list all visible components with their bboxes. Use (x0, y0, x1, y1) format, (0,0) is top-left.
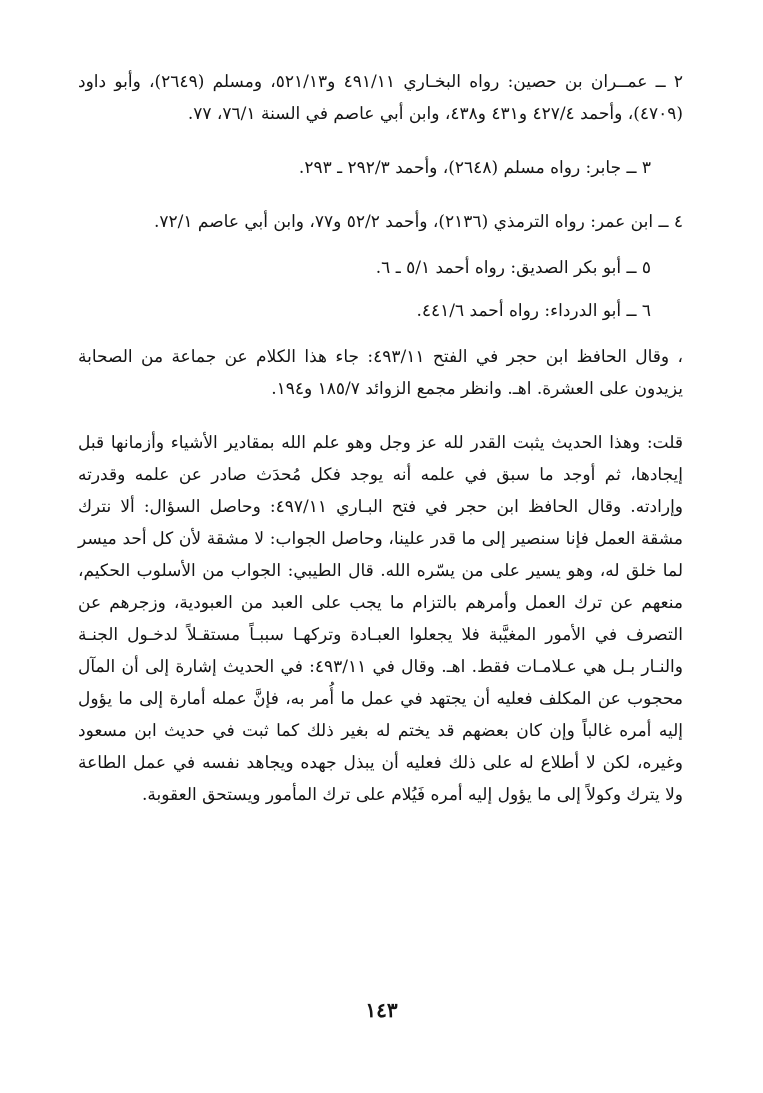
hafiz-note: ، وقال الحافظ ابن حجر في الفتح ٤٩٣/١١: جاء هذا الكلام عن جماعة من الصحابة يزيدون على العشرة. اهـ. وانظر مجمع الزوائد ١٨٥/٧ و١٩٤. (78, 347, 683, 399)
footnote-4: ٤ ــ ابن عمر: رواه الترمذي (٢١٣٦)، وأحمد ٥٢/٢ و٧٧، وابن أبي عاصم ٧٢/١. (153, 212, 683, 232)
footnote-2: ٢ ــ عمــران بن حصين: رواه البخـاري ٤٩١/١١ و٥٢١/١٣، ومسلم (٢٦٤٩)، وأبو داود (٤٧٠٩)، وأحمد ٤٢٧/٤ و٤٣١ و٤٣٨، وابن أبي عاصم في السنة ٧٦/١، ٧٧. (78, 72, 683, 124)
commentary-paragraph: قلت: وهذا الحديث يثبت القدر لله عز وجل وهو علم الله بمقادير الأشياء وأزمانها قبل إيجادها، ثم أوجد ما سبق في علمه أنه يوجد فكل مُحدَث صادر عن علمه وقدرته وإرادته. وقال الحافظ ابن حجر في فتح البـاري ٤٩٧/١١: وحاصل السؤال: ألا نترك مشقة العمل فإنا سنصير إلى ما قدر علينا، وحاصل الجواب: لا مشقة لأن كل أحد ميسر لما خلق له، وهو يسير على من يسّره الله. قال الطيبي: الجواب من الأسلوب الحكيم، منعهم عن ترك العمل وأمرهم بالتزام ما يجب على العبد من العبودية، وزجرهم عن التصرف في الأمور المغيَّبة فلا يجعلوا العبـادة وتركهـا سببـاً مستقـلاً لدخـول الجنـة والنـار بـل هي عـلامـات فقط. اهـ. وقال في ٤٩٣/١١: في الحديث إشارة إلى أن المآل محجوب عن المكلف فعليه أن يجتهد في عمل ما أُمر به، فإنَّ عمله أمارة إلى ما يؤول إليه أمره غالباً وإن كان بعضهم قد يختم له بغير ذلك كما ثبت في حديث ابن مسعود وغيره، لكن لا أطلاع له على ذلك فعليه أن يبذل جهده ويجاهد نفسه في عمل الطاعة ولا يترك وكولاً إلى ما يؤول إليه أمره فَيُلام على ترك المأمور ويستحق العقوبة. (78, 433, 683, 805)
page-number: ١٤٣ (365, 998, 398, 1022)
footnote-6: ٦ ــ أبو الدرداء: رواه أحمد ٤٤١/٦. (416, 301, 651, 321)
footnote-5: ٥ ــ أبو بكر الصديق: رواه أحمد ٥/١ ـ ٦. (375, 258, 651, 278)
footnote-3: ٣ ــ جابر: رواه مسلم (٢٦٤٨)، وأحمد ٢٩٢/٣ ـ ٢٩٣. (298, 158, 651, 178)
page-content (78, 66, 683, 811)
